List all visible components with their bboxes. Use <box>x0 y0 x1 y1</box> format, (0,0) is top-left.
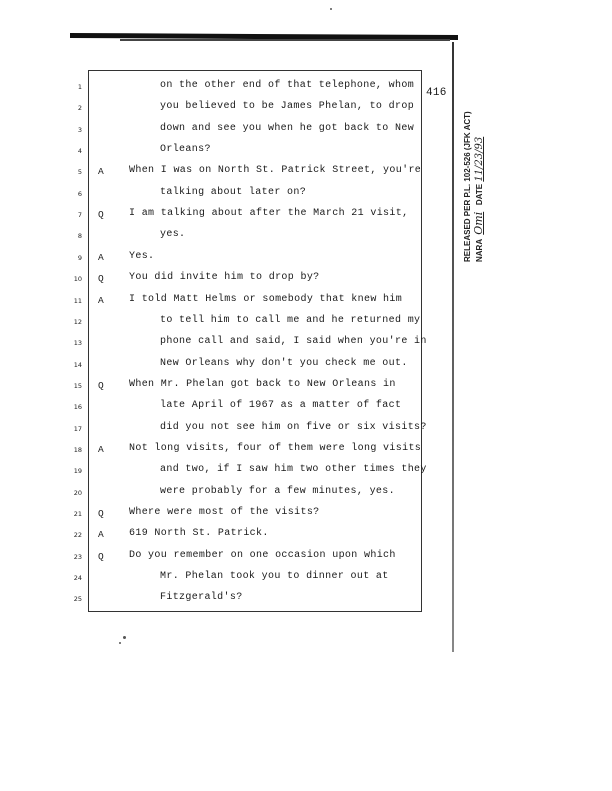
transcript-line: talking about later on? <box>160 186 307 198</box>
line-number: 4 <box>77 147 82 156</box>
transcript-line: Where were most of the visits? <box>129 507 320 518</box>
transcript-line: down and see you when he got back to New <box>160 122 415 134</box>
line-number: 1 <box>77 83 82 91</box>
line-number: 19 <box>73 467 82 476</box>
release-date: 11/23/93 <box>474 136 485 182</box>
line-number: 13 <box>73 339 82 348</box>
transcript-line: did you not see him on five or six visits? <box>160 421 427 433</box>
line-number: 12 <box>73 317 82 326</box>
speaker-label: Q <box>98 273 104 285</box>
transcript-line: I am talking about after the March 21 visit, <box>129 208 409 220</box>
speaker-label: Q <box>98 379 104 391</box>
nara-signature: Omi <box>472 211 485 235</box>
transcript-line: were probably for a few minutes, yes. <box>160 485 395 497</box>
line-number: 23 <box>73 552 82 561</box>
speaker-label: A <box>98 529 104 541</box>
transcript-line: 619 North St. Patrick. <box>129 528 269 540</box>
transcript-line: Not long visits, four of them were long visits <box>129 442 422 454</box>
transcript-line: You did invite him to drop by? <box>129 272 320 284</box>
page-number: 416 <box>426 87 447 99</box>
line-number: 10 <box>73 275 82 284</box>
line-number: 7 <box>77 211 82 220</box>
line-number: 17 <box>73 424 82 433</box>
release-stamp-line: RELEASED PER P.L. 102-526 (JFK ACT) <box>463 111 472 262</box>
scan-edge-top-shadow <box>120 39 450 41</box>
transcript-line: phone call and said, I said when you're in <box>160 336 427 348</box>
transcript-line: When Mr. Phelan got back to New Orleans in <box>129 378 396 390</box>
transcript-line: on the other end of that telephone, whom <box>160 80 415 91</box>
line-number: 21 <box>73 510 82 518</box>
transcript-line: late April of 1967 as a matter of fact <box>160 400 402 412</box>
scan-edge-right <box>452 42 454 652</box>
line-number: 2 <box>77 104 82 113</box>
scan-speck <box>330 8 332 10</box>
transcript-line: I told Matt Helms or somebody that knew him <box>129 293 403 305</box>
line-number: 5 <box>77 168 82 177</box>
transcript-line: Do you remember on one occasion upon which <box>129 549 396 561</box>
scan-speck <box>123 636 126 639</box>
line-number: 18 <box>73 445 82 454</box>
line-number: 11 <box>73 296 82 305</box>
line-number: 9 <box>77 253 82 262</box>
line-number: 20 <box>73 488 82 497</box>
transcript-line: and two, if I saw him two other times they <box>160 464 427 476</box>
transcript-line: you believed to be James Phelan, to drop <box>160 101 415 113</box>
speaker-label: Q <box>98 209 104 221</box>
speaker-label: A <box>98 294 104 306</box>
transcript-line: to tell him to call me and he returned my <box>160 314 421 326</box>
line-number: 25 <box>73 595 82 604</box>
line-number: 3 <box>77 125 82 134</box>
transcript-line: When I was on North St. Patrick Street, you're <box>129 165 422 177</box>
line-number: 8 <box>77 232 82 241</box>
line-number: 16 <box>73 403 82 412</box>
transcript-line: Mr. Phelan took you to dinner out at <box>160 571 389 583</box>
speaker-label: A <box>98 443 104 455</box>
line-number: 15 <box>73 381 82 390</box>
transcript-line: Yes. <box>129 250 155 262</box>
speaker-label: A <box>98 166 104 178</box>
line-number: 6 <box>77 189 82 198</box>
line-number: 24 <box>73 574 82 583</box>
date-label: DATE <box>475 183 484 206</box>
line-number: 14 <box>73 360 82 369</box>
transcript-line: Fitzgerald's? <box>160 592 243 604</box>
release-stamp <box>462 111 485 262</box>
nara-label: NARA <box>475 239 484 262</box>
speaker-label: Q <box>98 508 104 519</box>
scan-speck <box>119 642 121 644</box>
line-number: 22 <box>73 531 82 540</box>
transcript-line: yes. <box>160 229 186 241</box>
speaker-label: A <box>98 251 104 263</box>
speaker-label: Q <box>98 550 104 562</box>
transcript-line: Orleans? <box>160 144 211 156</box>
transcript-line: New Orleans why don't you check me out. <box>160 357 408 369</box>
